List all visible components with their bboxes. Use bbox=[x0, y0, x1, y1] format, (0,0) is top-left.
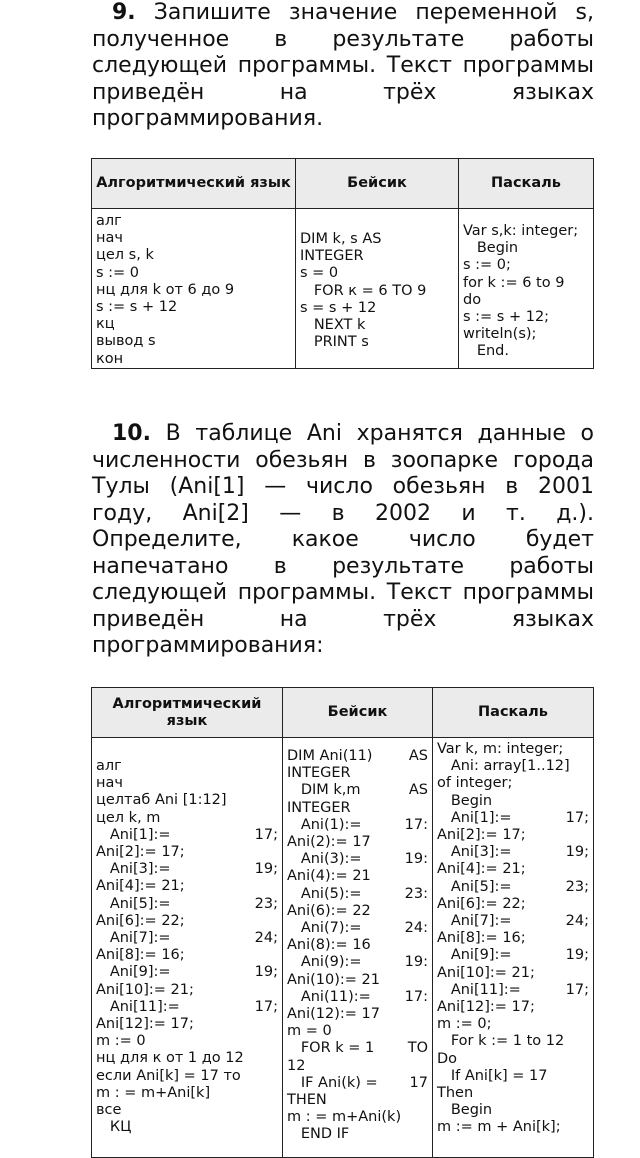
code-line: цел k, m bbox=[96, 809, 161, 826]
code-line: END IF bbox=[287, 1126, 350, 1143]
code-line: нц для k от 6 до 9 bbox=[96, 281, 235, 298]
code-line: Ani[6]:= 22; bbox=[437, 895, 526, 912]
code-line: Ani[2]:= 17; bbox=[96, 844, 185, 861]
code-line: Ani[1]:= 17; bbox=[96, 826, 278, 843]
code-line: Ani[5]:= 23; bbox=[437, 878, 589, 895]
code-line: 12 bbox=[287, 1057, 306, 1074]
code-line: Ani[3]:= 19; bbox=[437, 844, 589, 861]
code-line: Ani(8):= 16 bbox=[287, 937, 371, 954]
code-line: Ani[10]:= 21; bbox=[437, 964, 535, 981]
code-line: DIM k,m AS bbox=[287, 782, 428, 799]
header-basic: Бейсик bbox=[296, 159, 459, 209]
code-line: Ani: array[1..12] bbox=[437, 758, 570, 775]
task10-text bbox=[92, 421, 594, 660]
code-line: FOR к = 6 TO 9 bbox=[300, 282, 427, 299]
task10-line-1: 10. В таблице Ani хранятся данные о bbox=[112, 421, 594, 446]
task10-line-3: Тулы (Ani[1] — число обезьян в 2001 bbox=[92, 474, 594, 499]
code-line: THEN bbox=[287, 1092, 327, 1109]
code-line: s = s + 12 bbox=[300, 299, 377, 316]
task9-line-4: приведён на трёх языках bbox=[92, 79, 594, 105]
code-line: s := 0; bbox=[463, 257, 511, 274]
task9-text bbox=[92, 0, 594, 133]
task9-algo-code bbox=[92, 209, 296, 369]
task9-pascal-code bbox=[459, 209, 594, 369]
code-line: End. bbox=[463, 343, 509, 360]
task10-line-5: Определите, какое число будет bbox=[92, 527, 594, 552]
code-line: Begin bbox=[463, 240, 519, 257]
code-line: Ani[2]:= 17; bbox=[437, 827, 526, 844]
header-basic: Бейсик bbox=[283, 688, 433, 738]
code-line: КЦ bbox=[96, 1119, 132, 1136]
code-line: нач bbox=[96, 230, 123, 247]
code-line: Ani(10):= 21 bbox=[287, 971, 380, 988]
code-line: Ani[8]:= 16; bbox=[96, 947, 185, 964]
code-line: Ani(2):= 17 bbox=[287, 834, 371, 851]
code-line: нц для к от 1 до 12 bbox=[96, 1050, 244, 1067]
code-line: DIM Ani(11) AS bbox=[287, 748, 428, 764]
code-line: Ani[12]:= 17; bbox=[437, 999, 535, 1016]
code-line: Begin bbox=[437, 792, 493, 809]
code-line: INTEGER bbox=[300, 248, 364, 265]
task10-number: 10. bbox=[112, 421, 151, 446]
code-line: do bbox=[463, 291, 482, 308]
code-line: вывод s bbox=[96, 333, 156, 350]
code-line: Ani[11]:= 17; bbox=[96, 998, 278, 1015]
code-line: Ani(3):= 19: bbox=[287, 851, 428, 868]
code-line: DIM k, s AS bbox=[300, 231, 382, 247]
code-line: цел s, k bbox=[96, 247, 154, 264]
code-line: все bbox=[96, 1102, 122, 1119]
header-pascal: Паскаль bbox=[433, 688, 594, 738]
code-line: Ani[1]:= 17; bbox=[437, 809, 589, 826]
code-line: INTEGER bbox=[287, 765, 351, 782]
header-pascal: Паскаль bbox=[459, 159, 594, 209]
task10-line-2: численности обезьян в зоопарке города bbox=[92, 447, 594, 473]
code-line: IF Ani(k) = 17 bbox=[287, 1074, 428, 1091]
code-line: Var s,k: integer; bbox=[463, 223, 579, 239]
task10-line-8: приведён на трёх языках bbox=[92, 606, 594, 632]
code-line: Var k, m: integer; bbox=[437, 741, 564, 757]
task10-program-table bbox=[91, 687, 594, 1158]
code-line: Ani[10]:= 21; bbox=[96, 981, 194, 998]
code-line: Ani[12]:= 17; bbox=[96, 1016, 194, 1033]
code-line: Ani[5]:= 23; bbox=[96, 895, 278, 912]
task9-line-3: следующей программы. Текст программы bbox=[92, 53, 594, 78]
code-line: Ani(4):= 21 bbox=[287, 868, 371, 885]
task10-line-9: программирования: bbox=[92, 633, 324, 658]
code-line: m := 0 bbox=[96, 1033, 146, 1050]
code-line: FOR k = 1 TO bbox=[287, 1040, 428, 1057]
task10-basic-code bbox=[283, 738, 433, 1158]
task9-number: 9. bbox=[112, 0, 136, 25]
code-line: s := s + 12; bbox=[463, 309, 550, 326]
code-line: целтаб Ani [1:12] bbox=[96, 792, 227, 809]
code-line: Ani[9]:= 19; bbox=[437, 947, 589, 964]
code-line: Ani[4]:= 21; bbox=[96, 878, 185, 895]
task9-program-table bbox=[91, 158, 594, 369]
code-line: Ani(12):= 17 bbox=[287, 1006, 380, 1023]
code-line: m = 0 bbox=[287, 1023, 332, 1040]
code-line: Ani[3]:= 19; bbox=[96, 861, 278, 878]
code-line: of integer; bbox=[437, 775, 513, 792]
code-line: Do bbox=[437, 1050, 458, 1067]
task9-basic-code bbox=[296, 209, 459, 369]
code-line: кон bbox=[96, 350, 124, 367]
code-line: Then bbox=[437, 1085, 474, 1102]
code-line: алг bbox=[96, 213, 122, 229]
code-line: Ani[9]:= 19; bbox=[96, 964, 278, 981]
task10-line-7: следующей программы. Текст программы bbox=[92, 580, 594, 605]
header-algo: Алгоритмический язык bbox=[92, 688, 283, 738]
code-line: s = 0 bbox=[300, 265, 339, 282]
code-line: s := 0 bbox=[96, 264, 140, 281]
code-line: Ani(6):= 22 bbox=[287, 902, 371, 919]
code-line: For k := 1 to 12 bbox=[437, 1033, 565, 1050]
code-line: нач bbox=[96, 775, 123, 792]
code-line: если Ani[k] = 17 то bbox=[96, 1067, 241, 1084]
code-line: If Ani[k] = 17 bbox=[437, 1067, 548, 1084]
code-line: Ani(9):= 19: bbox=[287, 954, 428, 971]
code-line: Ani[4]:= 21; bbox=[437, 861, 526, 878]
header-algo: Алгоритмический язык bbox=[92, 159, 296, 209]
code-line: Ani[6]:= 22; bbox=[96, 912, 185, 929]
task10-line-4: году, Ani[2] — в 2002 и т. д.). bbox=[92, 500, 594, 526]
task9-line-1: 9. Запишите значение переменной s, bbox=[112, 0, 594, 25]
code-line: m := 0; bbox=[437, 1016, 492, 1033]
code-line: m := m + Ani[k]; bbox=[437, 1119, 561, 1136]
code-line: Ani(5):= 23: bbox=[287, 885, 428, 902]
code-line: Ani(1):= 17: bbox=[287, 816, 428, 833]
code-line: for k := 6 to 9 bbox=[463, 274, 565, 291]
task9-line-2: полученное в результате работы bbox=[92, 26, 594, 52]
task10-algo-code bbox=[92, 738, 283, 1158]
task10-pascal-code bbox=[433, 738, 594, 1158]
code-line: Ani[7]:= 24; bbox=[96, 930, 278, 947]
code-line: writeln(s); bbox=[463, 326, 537, 343]
code-line: PRINT s bbox=[300, 334, 369, 351]
code-line: NEXT k bbox=[300, 317, 366, 334]
task9-line-5: программирования. bbox=[92, 106, 324, 131]
code-line: Ani[11]:= 17; bbox=[437, 981, 589, 998]
code-line: Ani(7):= 24: bbox=[287, 920, 428, 937]
code-line: кц bbox=[96, 316, 115, 333]
code-line: Ani[8]:= 16; bbox=[437, 930, 526, 947]
task10-line-6: напечатано в результате работы bbox=[92, 553, 594, 579]
code-line: s := s + 12 bbox=[96, 299, 178, 316]
code-line: m : = m+Ani[k] bbox=[96, 1084, 211, 1101]
code-line: Begin bbox=[437, 1102, 493, 1119]
code-line: m : = m+Ani(k) bbox=[287, 1109, 402, 1126]
code-line: алг bbox=[96, 758, 122, 774]
code-line: Ani[7]:= 24; bbox=[437, 913, 589, 930]
code-line: Ani(11):= 17: bbox=[287, 988, 428, 1005]
code-line: INTEGER bbox=[287, 799, 351, 816]
